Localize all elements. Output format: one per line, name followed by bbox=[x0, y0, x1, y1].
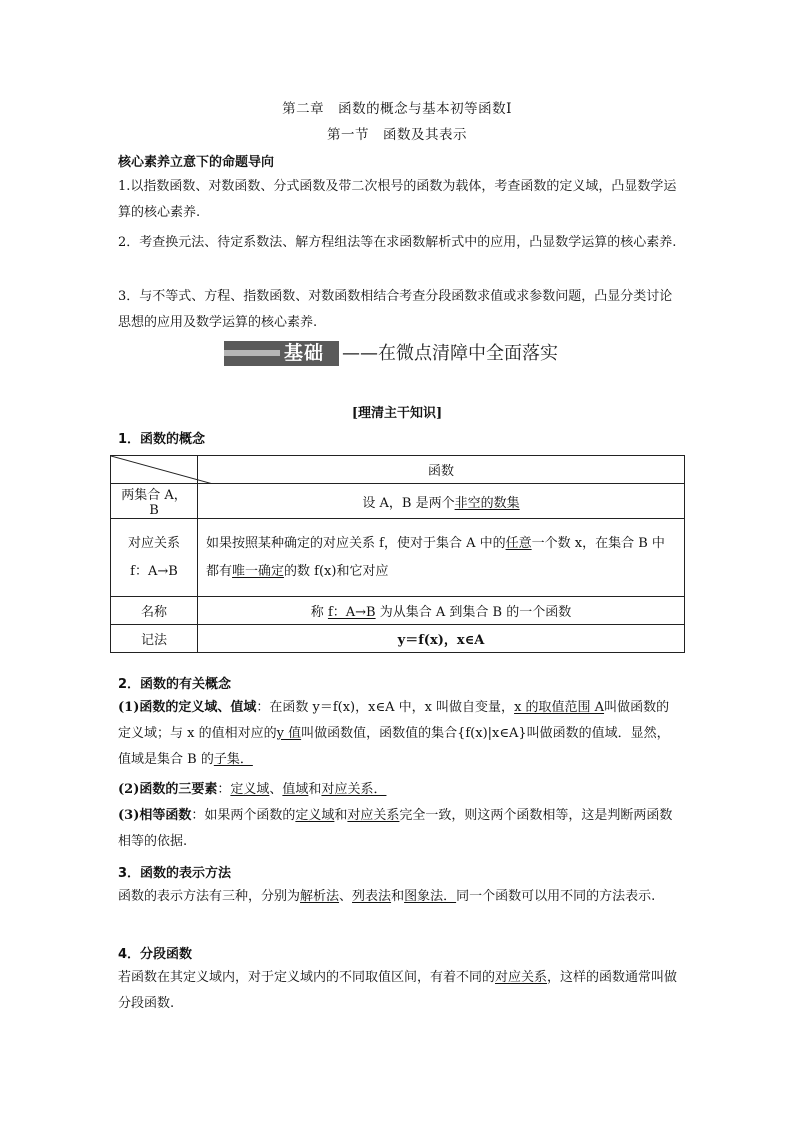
row-mapping-label-line2: f：A→B bbox=[130, 563, 178, 579]
guidance-item-2: 2．考查换元法、待定系数法、解方程组法等在求函数解析式中的应用，凸显数学运算的核心素养. bbox=[118, 235, 677, 250]
concept-3-text-a: ：如果两个函数的 bbox=[191, 808, 296, 823]
row-mapping-text-c: 的数 f(x)和它对应 bbox=[284, 563, 389, 579]
concept-3-text-c: 完全一致，则这两个函数相等，这是判断两函数相等的依据. bbox=[118, 808, 673, 849]
row-name-underlined: f：A→B bbox=[327, 605, 376, 620]
row-mapping-underlined-2: 唯一确定 bbox=[232, 563, 285, 579]
row-mapping-underlined-1: 任意 bbox=[505, 535, 532, 551]
section-1-title: 1．函数的概念 bbox=[118, 432, 206, 447]
s3-text-a: 函数的表示方法有三种，分别为 bbox=[118, 889, 301, 904]
concept-2-underlined-3: 对应关系． bbox=[321, 782, 387, 797]
concept-3-label: (3)相等函数 bbox=[118, 808, 192, 823]
row-name-text-b: 为从集合 A 到集合 B 的一个函数 bbox=[375, 605, 572, 620]
section-4-title: 4．分段函数 bbox=[118, 947, 193, 962]
concept-1-text-c: 叫做函数值，函数值的集合{f(x)|x∈A}叫做函数的值域．显然，值域是集合 B 的 bbox=[118, 726, 670, 767]
concept-equal-functions bbox=[118, 803, 678, 855]
concept-1-underlined-3: 子集． bbox=[213, 752, 253, 767]
section-2-title: 2．函数的有关概念 bbox=[118, 677, 232, 692]
guidance-item-1: 1.以指数函数、对数函数、分式函数及带二次根号的函数为载体，考查函数的定义域，凸显数学运算的核心素养. bbox=[118, 179, 677, 220]
concept-domain-range bbox=[118, 695, 678, 773]
concept-1-underlined-1: x 的取值范围 A bbox=[514, 700, 605, 715]
concept-2-underlined-1: 定义域 bbox=[230, 782, 270, 797]
section-3-title: 3．函数的表示方法 bbox=[118, 866, 232, 881]
table-header: 函数 bbox=[198, 456, 685, 484]
concept-1-label: (1)函数的定义域、值域 bbox=[118, 700, 257, 715]
s4-text-a: 若函数在其定义域内，对于定义域内的不同取值区间，有着不同的 bbox=[118, 970, 496, 985]
diagonal-cell bbox=[111, 456, 198, 484]
banner-stripe bbox=[224, 350, 280, 356]
concept-1-text-b: 叫做函数的定义域；与 x 的值相对应的 bbox=[118, 700, 670, 741]
row-sets-text: 设 A，B 是两个 bbox=[362, 495, 455, 511]
s3-underlined-1: 解析法 bbox=[300, 889, 340, 904]
row-mapping-text-a: 如果按照某种确定的对应关系 f，使对于集合 A 中的 bbox=[206, 535, 506, 551]
concept-1-text-a: ：在函数 y＝f(x)，x∈A 中，x 叫做自变量， bbox=[256, 700, 515, 715]
row-mapping-label bbox=[111, 519, 198, 597]
row-mapping-value bbox=[198, 519, 685, 597]
concept-three-elements bbox=[118, 777, 678, 803]
row-mapping-text-b: 一个数 x，在集合 B 中都有 bbox=[206, 535, 665, 579]
guidance-item-3: 3．与不等式、方程、指数函数、对数函数相结合考查分段函数求值或求参数问题，凸显分类讨论思想的应用及数学运算的核心素养. bbox=[118, 289, 673, 330]
concept-3-text-b: 和 bbox=[334, 808, 348, 823]
concept-1-underlined-2: y 值 bbox=[276, 726, 302, 741]
section-title: 第一节 函数及其表示 bbox=[327, 127, 467, 143]
guidance-heading: 核心素养立意下的命题导向 bbox=[118, 155, 275, 170]
concept-2-text-a: ： bbox=[217, 782, 231, 797]
concept-2-label: (2)函数的三要素 bbox=[118, 782, 218, 797]
s3-text-b: 、 bbox=[339, 889, 353, 904]
row-name-text-a: 称 bbox=[310, 605, 328, 620]
row-sets-label: 两集合 A，B bbox=[111, 484, 198, 519]
concept-3-underlined-2: 对应关系 bbox=[347, 808, 400, 823]
knowledge-heading: [理清主干知识] bbox=[351, 406, 443, 421]
concept-3-underlined-1: 定义域 bbox=[295, 808, 335, 823]
row-sets-value bbox=[198, 484, 685, 519]
s3-text-c: 和 bbox=[391, 889, 405, 904]
s3-underlined-2: 列表法 bbox=[352, 889, 392, 904]
s3-text-d: 同一个函数可以用不同的方法表示. bbox=[456, 889, 656, 904]
concept-2-text-c: 和 bbox=[308, 782, 322, 797]
row-notation-label: 记法 bbox=[111, 625, 198, 653]
row-name-label: 名称 bbox=[111, 597, 198, 625]
row-notation-value: y＝f(x)，x∈A bbox=[198, 625, 685, 653]
s4-underlined-1: 对应关系 bbox=[495, 970, 548, 985]
s3-underlined-3: 图象法． bbox=[404, 889, 457, 904]
piecewise-definition bbox=[118, 965, 678, 1017]
row-mapping-label-line1: 对应关系 bbox=[127, 535, 180, 551]
concept-2-underlined-2: 值域 bbox=[282, 782, 309, 797]
concept-2-text-b: 、 bbox=[269, 782, 283, 797]
row-sets-underlined: 非空的数集 bbox=[454, 495, 520, 511]
s4-text-b: ，这样的函数通常叫做分段函数. bbox=[118, 970, 678, 1011]
banner-word: 基础 bbox=[284, 342, 325, 364]
row-name-value bbox=[198, 597, 685, 625]
chapter-title: 第二章 函数的概念与基本初等函数Ⅰ bbox=[282, 101, 512, 117]
diagonal-line bbox=[111, 456, 213, 484]
function-concept-table bbox=[110, 455, 685, 653]
banner-subtitle: ——在微点清障中全面落实 bbox=[342, 343, 558, 364]
section-banner bbox=[224, 341, 604, 366]
representation-methods bbox=[118, 884, 678, 910]
